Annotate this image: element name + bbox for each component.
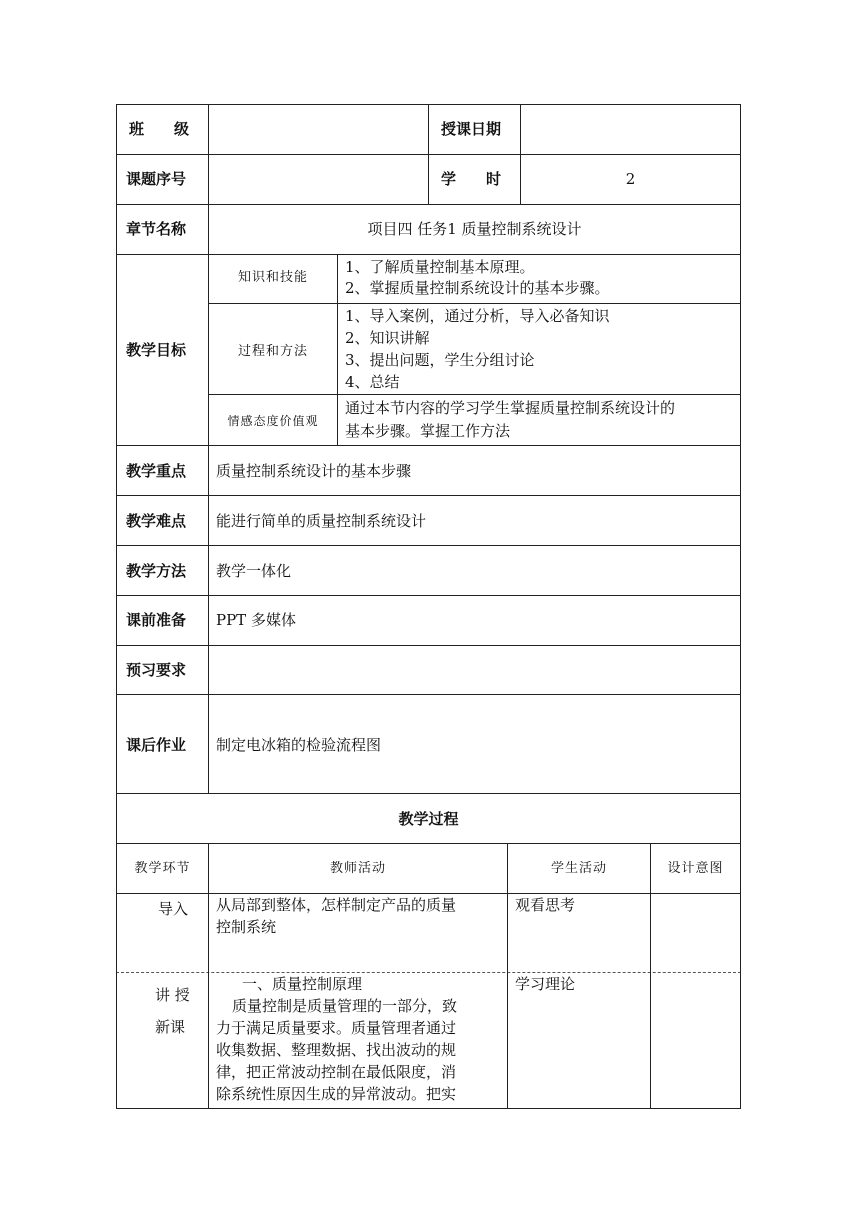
goal-attitude-line: 通过本节内容的学习学生掌握质量控制系统设计的 [345, 399, 676, 417]
chapter-value: 项目四 任务1 质量控制系统设计 [367, 220, 582, 238]
lecture-teacher-line: 收集数据、整理数据、找出波动的规 [216, 1041, 457, 1059]
method-value: 教学一体化 [216, 562, 292, 580]
goal-process-line: 3、提出问题，学生分组讨论 [345, 351, 535, 369]
intro-teacher-line: 控制系统 [216, 918, 277, 936]
row-divider [116, 204, 741, 205]
col-divider [337, 254, 338, 445]
lecture-student: 学习理论 [515, 975, 576, 993]
row-divider [116, 645, 741, 646]
difficulty-label: 教学难点 [126, 512, 187, 530]
seq-label: 课题序号 [126, 170, 187, 188]
lecture-stage: 讲 授 [155, 986, 190, 1004]
goal-attitude-line: 基本步骤。掌握工作方法 [345, 422, 511, 440]
intro-stage: 导入 [158, 900, 189, 918]
row-divider [116, 843, 741, 844]
goal-process-line: 1、导入案例，通过分析，导入必备知识 [345, 307, 610, 325]
difficulty-value: 能进行简单的质量控制系统设计 [216, 512, 427, 530]
lecture-teacher-line: 质量控制是质量管理的一部分，致 [232, 997, 458, 1015]
process-header-student: 学生活动 [550, 861, 607, 876]
goal-divider [208, 394, 741, 395]
intro-student: 观看思考 [515, 896, 576, 914]
focus-label: 教学重点 [126, 462, 187, 480]
goal-process-line: 2、知识讲解 [345, 329, 430, 347]
goal-process-line: 4、总结 [345, 373, 400, 391]
homework-value: 制定电冰箱的检验流程图 [216, 736, 382, 754]
col-divider [650, 843, 651, 1109]
date-label: 授课日期 [441, 120, 502, 138]
row-divider [116, 595, 741, 596]
table-border-left [116, 104, 117, 1109]
hours-label: 学 时 [441, 170, 502, 188]
col-divider [428, 104, 429, 204]
goal-knowledge-line: 1、了解质量控制基本原理。 [345, 258, 535, 276]
goal-knowledge-line: 2、掌握质量控制系统设计的基本步骤。 [345, 279, 610, 297]
prep-value: PPT 多媒体 [216, 611, 296, 629]
preview-label: 预习要求 [126, 661, 187, 679]
homework-label: 课后作业 [126, 736, 187, 754]
goal-knowledge-label: 知识和技能 [237, 270, 308, 285]
row-divider [116, 545, 741, 546]
process-title: 教学过程 [398, 810, 459, 828]
process-header-intent: 设计意图 [667, 861, 724, 876]
focus-value: 质量控制系统设计的基本步骤 [216, 462, 412, 480]
lecture-teacher-line: 力于满足质量要求。质量管理者通过 [216, 1019, 457, 1037]
row-divider [116, 495, 741, 496]
row-divider [116, 254, 741, 255]
lecture-stage: 新课 [155, 1018, 186, 1036]
method-label: 教学方法 [126, 562, 187, 580]
lecture-teacher-line: 律，把正常波动控制在最低限度，消 [216, 1063, 457, 1081]
lecture-teacher-line: 一、质量控制原理 [242, 975, 363, 993]
process-header-teacher: 教师活动 [329, 861, 386, 876]
prep-label: 课前准备 [126, 611, 187, 629]
col-divider [507, 843, 508, 1109]
table-border-right [740, 104, 741, 1109]
class-label: 班 级 [129, 120, 190, 138]
goal-attitude-label: 情感态度价值观 [227, 414, 319, 428]
goal-divider [208, 303, 741, 304]
process-header-stage: 教学环节 [134, 861, 191, 876]
row-divider [116, 445, 741, 446]
dashed-divider [116, 972, 741, 973]
col-divider [208, 104, 209, 794]
row-divider [116, 793, 741, 794]
row-divider [116, 694, 741, 695]
lecture-teacher-line: 除系统性原因生成的异常波动。把实 [216, 1085, 457, 1103]
hours-value: 2 [625, 170, 636, 188]
table-border-bottom [116, 1108, 741, 1109]
chapter-label: 章节名称 [126, 220, 187, 238]
intro-teacher-line: 从局部到整体，怎样制定产品的质量 [216, 896, 457, 914]
goals-label: 教学目标 [126, 341, 187, 359]
col-divider [208, 843, 209, 1109]
goal-process-label: 过程和方法 [237, 344, 308, 359]
